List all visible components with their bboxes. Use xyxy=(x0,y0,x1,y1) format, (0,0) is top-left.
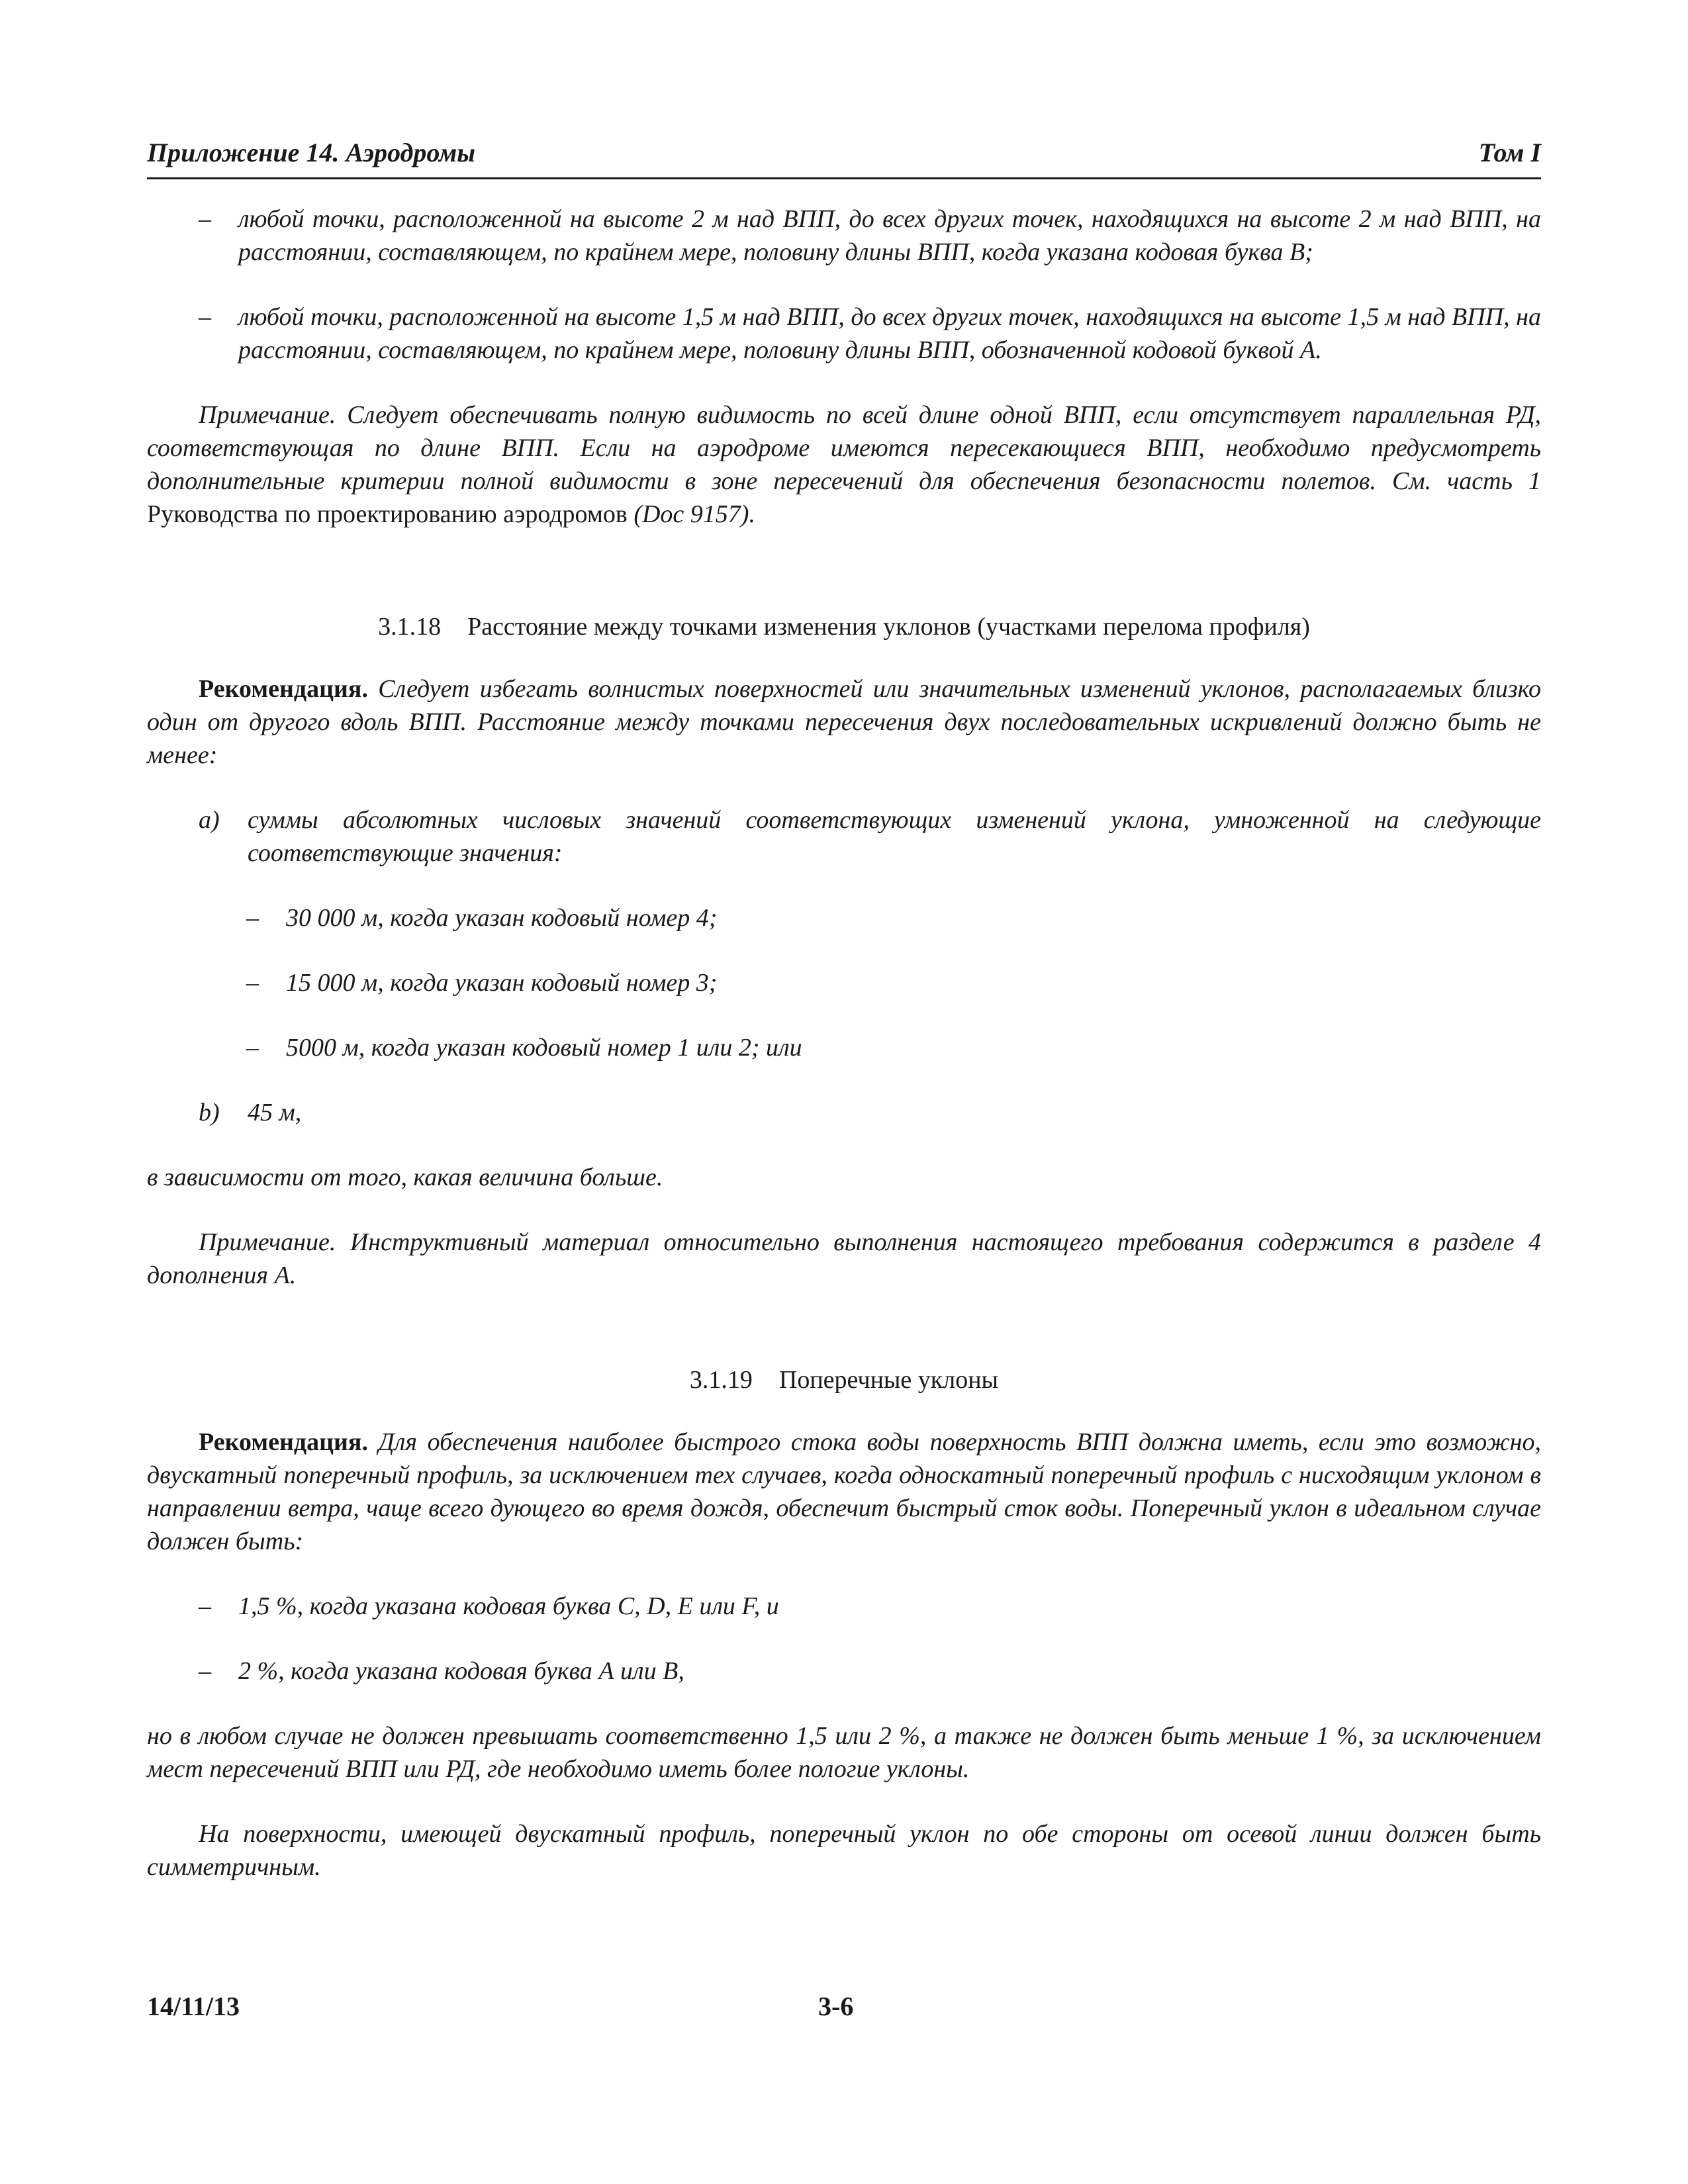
list-item-text: 2 %, когда указана кодовая буква А или B, xyxy=(238,1657,684,1685)
recommendation-paragraph xyxy=(147,1426,1541,1558)
conclusion-paragraph: в зависимости от того, какая величина больше. xyxy=(147,1163,663,1191)
sub-list-item xyxy=(147,901,1541,934)
body-paragraph: но в любом случае не должен превышать соответственно 1,5 или 2 %, а также не должен быть меньше 1 %, за исключением мест пересечений ВПП или РД, где необходимо иметь более пологие уклоны. xyxy=(147,1722,1541,1783)
list-item-text: 5000 м, когда указан кодовый номер 1 или 2; или xyxy=(286,1034,802,1062)
note-paragraph xyxy=(147,398,1541,531)
footer-date: 14/11/13 xyxy=(147,1991,240,2021)
section-number: 3.1.18 xyxy=(378,613,442,641)
page-content xyxy=(147,203,1541,1884)
list-item xyxy=(147,803,1541,870)
page-number: 3-6 xyxy=(818,1991,854,2021)
recommendation-label: Рекомендация. xyxy=(199,1428,368,1456)
list-marker: – xyxy=(246,1034,259,1062)
list-marker: b) xyxy=(199,1099,220,1126)
header-title: Приложение 14. Аэродромы xyxy=(147,138,476,167)
header-volume: Том I xyxy=(1478,138,1541,167)
recommendation-label: Рекомендация. xyxy=(199,675,368,703)
list-item xyxy=(147,203,1541,269)
sub-list-item xyxy=(147,966,1541,999)
recommendation-text: Следует избегать волнистых поверхностей или значительных изменений уклонов, располагаемых близко один от другого вдоль ВПП. Расстояние между точками пересечения двух последовательных искривлений должно быть не менее: xyxy=(147,675,1541,769)
list-marker: – xyxy=(199,1592,211,1620)
list-item xyxy=(147,1655,1541,1688)
list-marker: – xyxy=(199,1657,211,1685)
list-marker: a) xyxy=(199,806,220,834)
list-marker: – xyxy=(246,904,259,932)
recommendation-text: Для обеспечения наиболее быстрого стока воды поверхность ВПП должна иметь, если это возможно, двускатный поперечный профиль, за исключением тех случаев, когда односкатный поперечный профиль с нисходящим уклоном в направлении ветра, чаще всего дующего во время дождя, обеспечит быстрый сток воды. Поперечный уклон в идеальном случае должен быть: xyxy=(147,1428,1541,1555)
page-header xyxy=(147,131,1541,179)
list-item-text: 30 000 м, когда указан кодовый номер 4; xyxy=(286,904,718,932)
list-marker: – xyxy=(199,205,211,233)
list-item-text: суммы абсолютных числовых значений соответствующих изменений уклона, умноженной на следующие соответствующие значения: xyxy=(248,806,1541,867)
note-text: Примечание. Следует обеспечивать полную видимость по всей длине одной ВПП, если отсутствует параллельная РД, соответствующая по длине ВПП. Если на аэродроме имеются пересекающиеся ВПП, необходимо предусмотреть дополнительные критерии полной видимости в зоне пересечений для обеспечения безопасности полетов. См. часть 1 xyxy=(147,401,1541,495)
body-paragraph: На поверхности, имеющей двускатный профиль, поперечный уклон по обе стороны от осевой линии должен быть симметричным. xyxy=(147,1820,1541,1881)
section-heading xyxy=(147,1363,1541,1396)
section-heading xyxy=(147,610,1541,643)
section-title: Поперечные уклоны xyxy=(778,1366,999,1394)
list-item-text: любой точки, расположенной на высоте 1,5 м над ВПП, до всех других точек, находящихся на высоте 1,5 м над ВПП, на расстоянии, составляющем, по крайнем мере, половину длины ВПП, обозначенной кодовой буквой А. xyxy=(238,303,1541,364)
list-item-text: 45 м, xyxy=(248,1099,302,1126)
sub-list-item xyxy=(147,1031,1541,1064)
list-item-text: 1,5 %, когда указана кодовая буква C, D, E или F, и xyxy=(238,1592,779,1620)
list-marker: – xyxy=(246,969,259,997)
recommendation-paragraph xyxy=(147,672,1541,772)
section-title: Расстояние между точками изменения уклонов (участками перелома профиля) xyxy=(467,613,1310,641)
note-paragraph: Примечание. Инструктивный материал относительно выполнения настоящего требования содержится в разделе 4 дополнения А. xyxy=(147,1228,1541,1289)
section-number: 3.1.19 xyxy=(689,1366,753,1394)
list-item-text: любой точки, расположенной на высоте 2 м над ВПП, до всех других точек, находящихся на высоте 2 м над ВПП, на расстоянии, составляющем, по крайнем мере, половину длины ВПП, когда указана кодовая буква В; xyxy=(238,205,1541,266)
list-item xyxy=(147,1096,1541,1129)
list-item-text: 15 000 м, когда указан кодовый номер 3; xyxy=(286,969,718,997)
doc-title: Руководства по проектированию аэродромов xyxy=(147,500,628,528)
list-item xyxy=(147,1590,1541,1623)
list-item xyxy=(147,300,1541,367)
note-text-end: (Doc 9157). xyxy=(627,500,755,528)
list-marker: – xyxy=(199,303,211,331)
